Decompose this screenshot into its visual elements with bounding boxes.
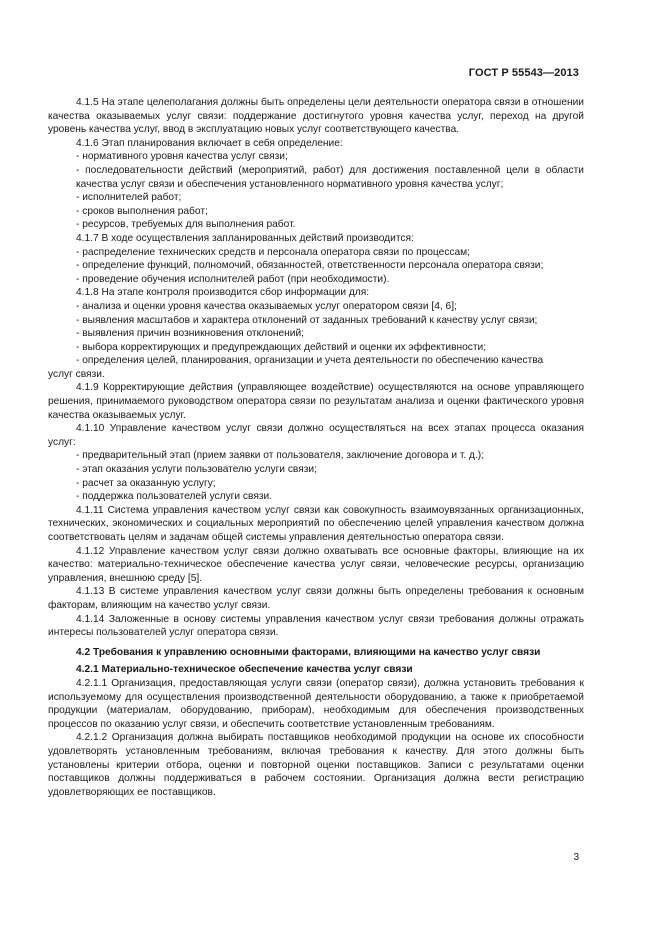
list-item: - последовательности действий (мероприятий, работ) для достижения поставленной цели в области качества услуг связи и обеспечения установленного нормативного уровня качества услуг; [76,164,584,190]
paragraph-4-1-14: 4.1.14 Заложенные в основу системы управления качеством услуг связи требования должны отражать интересы пользователей услуг оператора связи. [48,613,584,639]
paragraph-4-2-1-2: 4.2.1.2 Организация должна выбирать поставщиков необходимой продукции на основе их способности удовлетворять установленным требованиям, включая требования к качеству. Для этого должны быть установлены критерии отбора, оценки и повторной оценки поставщиков. Записи с результатами оценки поставщиков должны поддерживаться в рабочем состоянии. Организация должна вести регистрацию удовлетворяющих ее поставщиков. [48,732,584,798]
list-item: - сроков выполнения работ; [76,205,208,217]
list-item: - предварительный этап (прием заявки от пользователя, заключение договора и т. д.); [76,450,485,462]
list-item: - выявления масштабов и характера отклонений от заданных требований к качеству услуг связи; [76,314,538,326]
list-item: - поддержка пользователей услуги связи. [76,491,273,503]
paragraph-4-1-8: 4.1.8 На этапе контроля производится сбор информации для: [76,287,370,299]
list-item: - анализа и оценки уровня качества оказываемых услуг оператором связи [4, 6]; [76,300,457,312]
list-item: - нормативного уровня качества услуг связи; [76,151,288,163]
paragraph-4-1-13: 4.1.13 В системе управления качеством услуг связи должны быть определены требования к основным факторам, влияющим на качество услуг связи. [48,586,584,611]
list-item: - расчет за оказанную услугу; [76,477,216,489]
list-item: - определение функций, полномочий, обязанностей, ответственности персонала оператора связи; [76,260,544,272]
document-body [48,96,584,799]
document-id: ГОСТ Р 55543—2013 [468,67,579,79]
list-item-continuation: услуг связи. [48,368,105,380]
section-heading-4-2: 4.2 Требования к управлению основными факторами, влияющими на качество услуг связи [76,646,541,658]
list-item: - этап оказания услуги пользователю услуги связи; [76,464,317,476]
list-item: - выявления причин возникновения отклонений; [76,328,304,340]
list-item: - выбора корректирующих и предупреждающих действий и оценки их эффективности; [76,341,487,353]
paragraph-4-1-11: 4.1.11 Система управления качеством услуг связи как совокупность взаимоувязанных организационных, технических, экономических и социальных мероприятий по обеспечению целей управления качеством должна соответствовать целям и задачам общей системы управления деятельностью оператора связи. [48,504,584,543]
list-item: - исполнителей работ; [76,192,182,204]
paragraph-4-2-1-1: 4.2.1.1 Организация, предоставляющая услуги связи (оператор связи), должна установить требования к используемому для осуществления производственной деятельности оборудованию, а также к приобретаемой продукции (материалам, оборудованию, приборам), необходимым для обеспечения производственных процессов по оказанию услуг связи, и обеспечить соответствие установленным требованиям. [48,677,584,730]
paragraph-4-1-7: 4.1.7 В ходе осуществления запланированных действий производится: [76,232,414,244]
subsection-heading-4-2-1: 4.2.1 Материально-техническое обеспечение качества услуг связи [76,664,413,676]
list-item: - определения целей, планирования, организации и учета деятельности по обеспечению качества [76,355,544,367]
paragraph-4-1-5: 4.1.5 На этапе целеполагания должны быть определены цели деятельности оператора связи в отношении качества оказываемых услуг связи: поддержание достигнутого уровня качества услуг, переход на другой уровень качества услуг, ввод в эксплуатацию новых услуг соответствующего качества. [48,97,584,136]
paragraph-4-1-12: 4.1.12 Управление качеством услуг связи должно охватывать все основные факторы, влияющие на их качество: материально-техническое обеспечение качества услуг связи, человеческие ресурсы, организацию управления, внешнюю среду [5]. [48,545,584,584]
paragraph-4-1-9: 4.1.9 Корректирующие действия (управляющее воздействие) осуществляются на основе управляющего решения, принимаемого руководством оператора связи по результатам анализа и оценки фактического уровня качества оказываемых услуг. [48,382,584,421]
page-number: 3 [573,852,579,863]
list-item: - проведение обучения исполнителей работ (при необходимости). [76,273,390,285]
list-item: - ресурсов, требуемых для выполнения работ. [76,219,296,231]
paragraph-4-1-10: 4.1.10 Управление качеством услуг связи должно осуществляться на всех этапах процесса оказания услуг: [48,423,584,448]
paragraph-4-1-6: 4.1.6 Этап планирования включает в себя определение: [76,137,343,149]
list-item: - распределение технических средств и персонала оператора связи по процессам; [76,246,471,258]
